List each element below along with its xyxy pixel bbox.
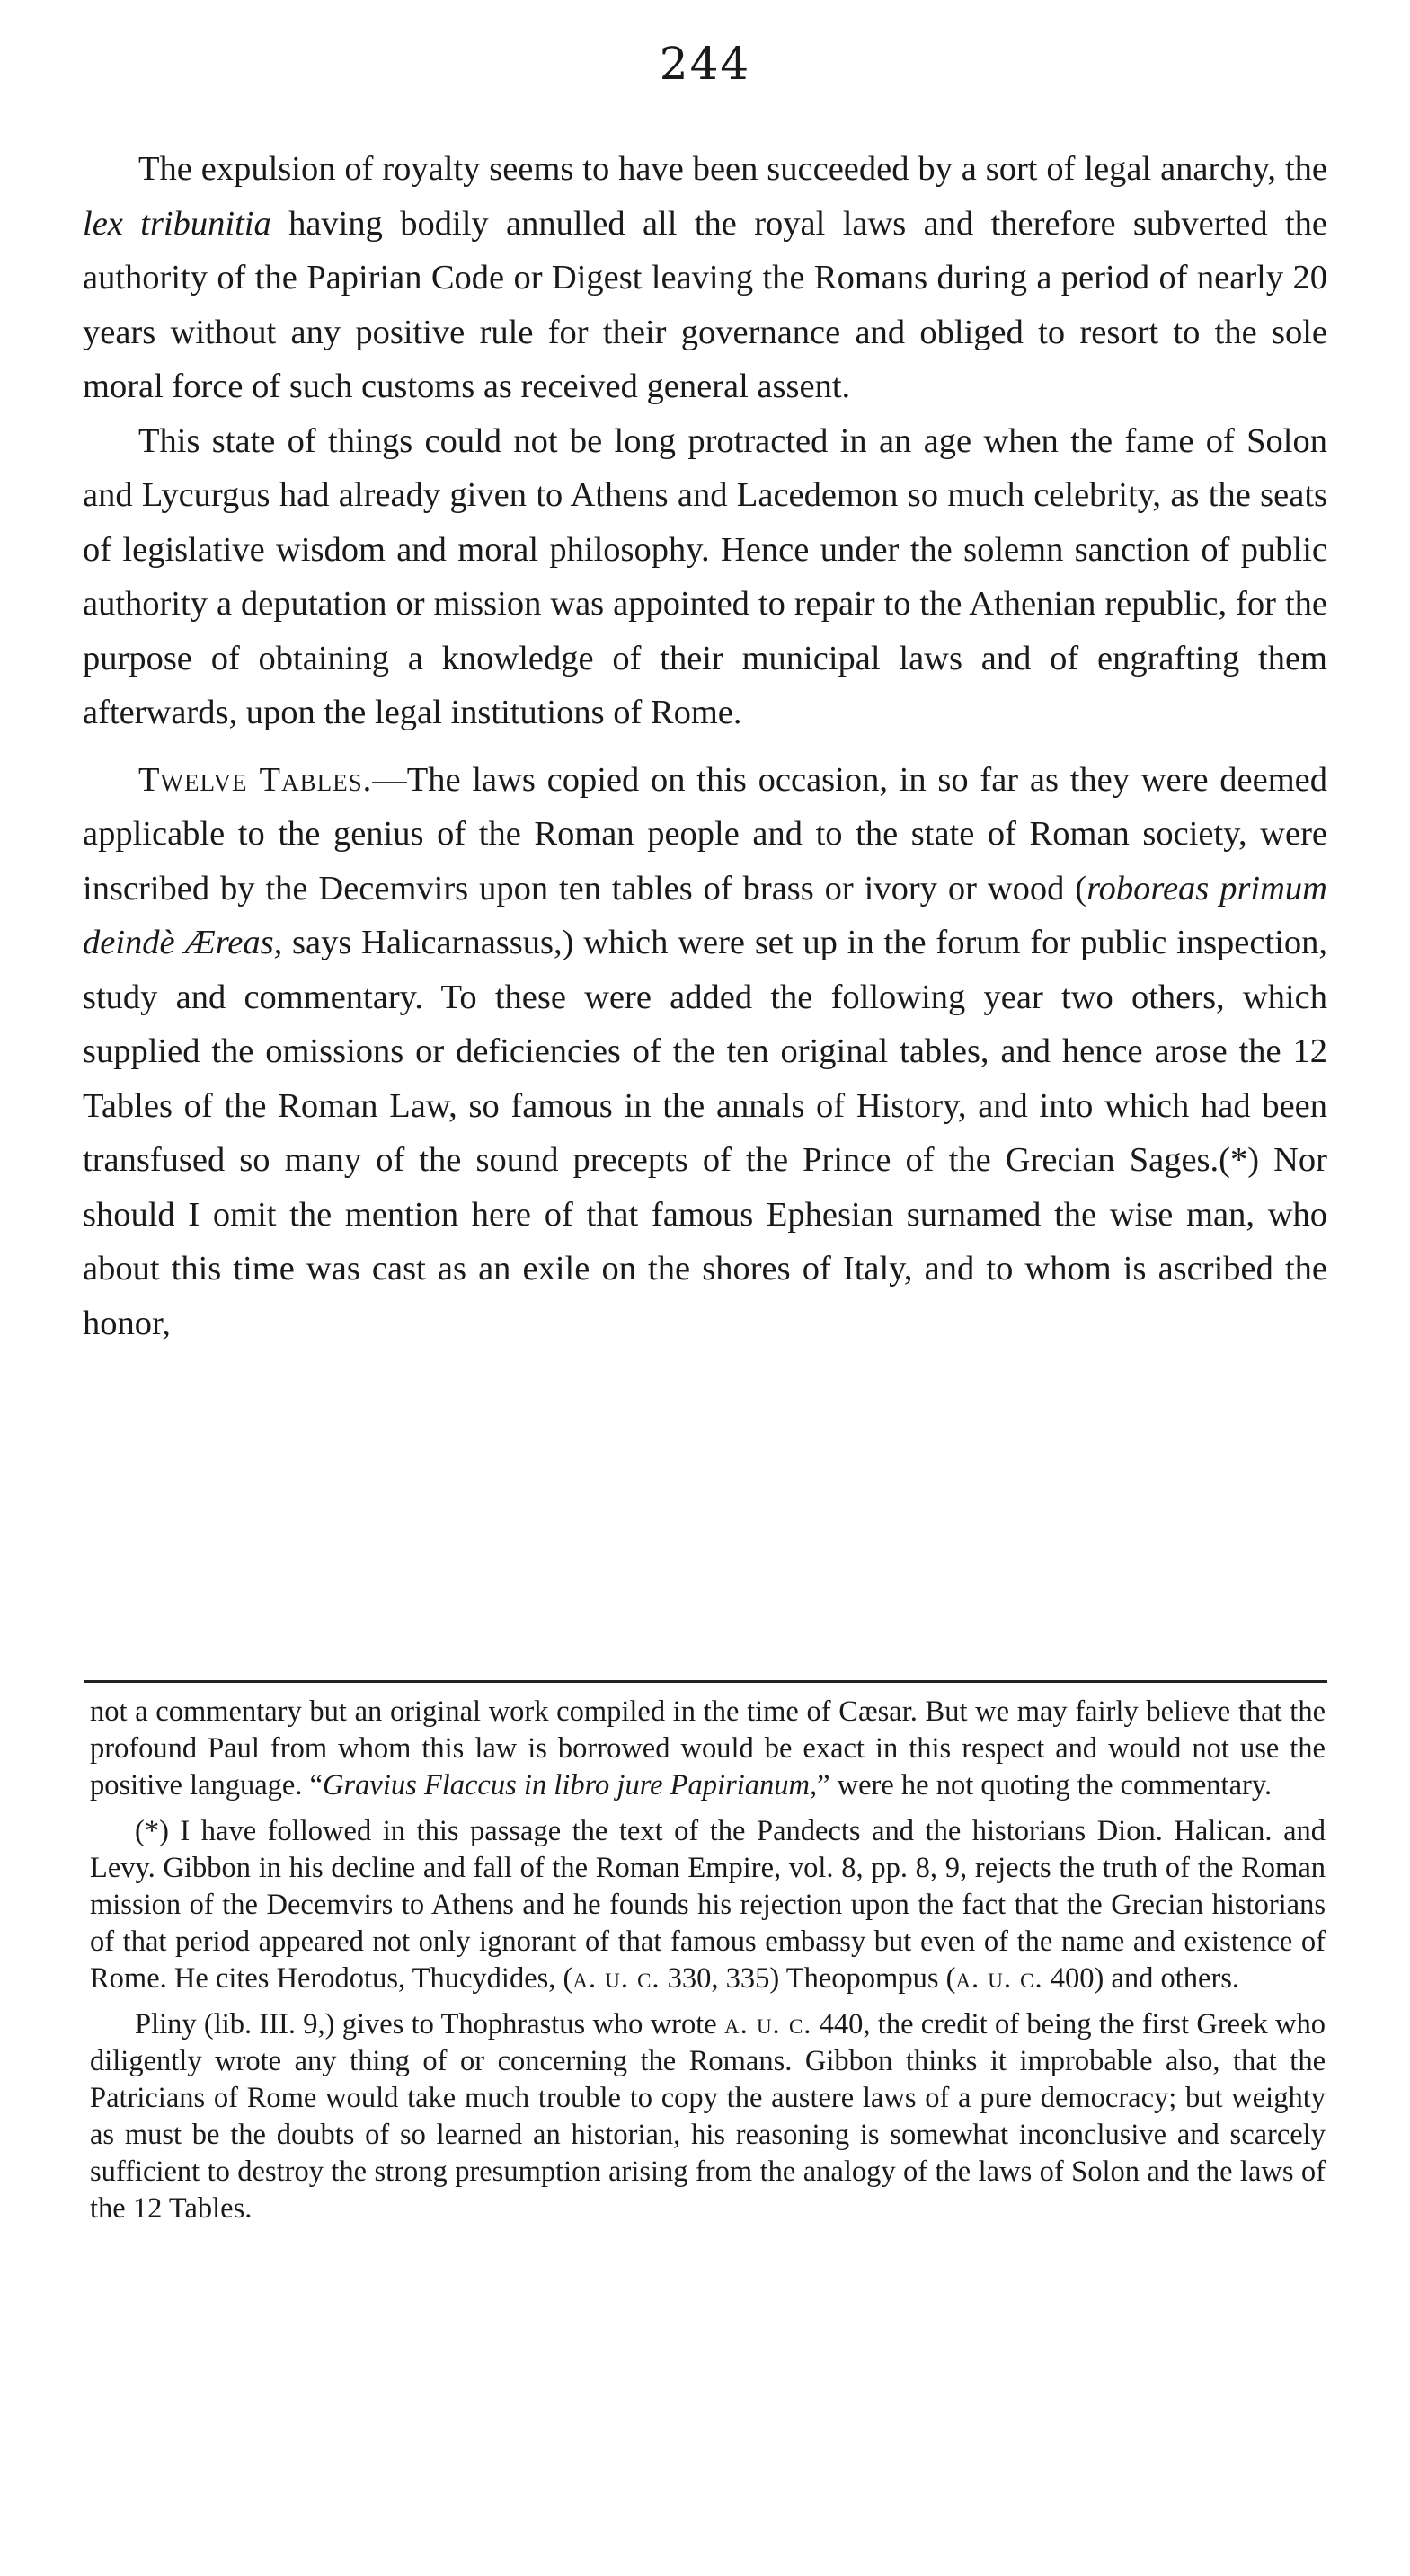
auc-abbrev: a. u. c. — [723, 2008, 812, 2040]
footnote-text: 330, 335) Theopompus ( — [660, 1962, 956, 1995]
paragraph-text: having bodily annulled all the royal laws and therefore subverted the authority of the Papirian Code or Digest leaving the Romans during a period of nearly 20 years without any positive rule for their governance and obliged to resort to the sole moral force of such customs as received general assent. — [83, 204, 1327, 405]
footnote-text: Pliny (lib. III. 9,) gives to Thophrastus who wrote — [135, 2008, 724, 2040]
section-heading: Twelve Tables. — [138, 760, 373, 799]
footnote-pliny — [90, 2006, 1326, 2227]
paragraph-athenian-mission: This state of things could not be long protracted in an age when the fame of Solon and Lycurgus had already given to Athens and Lacedemon so much celebrity, as the seats of legislative wisdom and moral philosophy. Hence under the solemn sanction of public authority a deputation or mission was appointed to repair to the Athenian republic, for the purpose of obtaining a knowledge of their municipal laws and of engrafting them afterwards, upon the legal institutions of Rome. — [83, 421, 1327, 731]
auc-abbrev: a. u. c. — [955, 1962, 1043, 1995]
latin-quote: roboreas primum deindè Æreas, — [83, 869, 1327, 961]
footnote-divider — [84, 1680, 1327, 1683]
footnote-latin: Gravius Flaccus in libro jure Papirianum, — [323, 1769, 818, 1801]
paragraph-twelve-tables — [83, 753, 1327, 1351]
footnotes — [90, 1694, 1326, 2227]
footnote-text: ” were he not quoting the commentary. — [817, 1769, 1273, 1801]
page-number: 244 — [659, 38, 751, 90]
main-text — [83, 142, 1327, 1350]
footnote-text: 400) and others. — [1042, 1962, 1240, 1995]
paragraph-text: The expulsion of royalty seems to have been succeeded by a sort of legal anarchy, the — [138, 150, 1327, 188]
paragraph-text: says Halicarnassus,) which were set up in the forum for public inspection, study and commentary. To these were added the following year two others, which supplied the omissions or deficiencies of the ten original tables, and hence arose the 12 Tables of the Roman Law, so famous in the annals of History, and into which had been transfused so many of the sound precepts of the Prince of the Grecian Sages.(*) Nor should I omit the mention here of that famous Ephesian surnamed the wise man, who about this time was cast as an exile on the shores of Italy, and to whom is ascribed the honor, — [83, 924, 1328, 1342]
footnote-text: (*) I have followed in this passage the text of the Pandects and the historians Dion. Halican. and Levy. Gibbon in his decline and fall of the Roman Empire, vol. 8, pp. 8, 9, rejects the truth of the Roman mission of the Decemvirs to Athens and he founds his rejection upon the fact that the Grecian historians of that period appeared not only ignorant of that famous embassy but even of the name and existence of Rome. He cites Herodotus, Thucydides, ( — [90, 1815, 1326, 1995]
paragraph-text: —The laws copied on this occasion, in so far as they were deemed applicable to the genius of the Roman people and to the state of Roman society, were inscribed by the Decemvirs upon ten tables of brass or ivory or wood ( — [83, 760, 1327, 907]
paragraph-expulsion-of-royalty — [83, 142, 1327, 414]
latin-term: lex tribunitia — [83, 204, 271, 243]
footnote-text: not a commentary but an original work compiled in the time of Cæsar. But we may fairly believe that the profound Paul from whom this law is borrowed would be exact in this respect and would not use the positive language. “ — [90, 1695, 1326, 1801]
footnote-continued — [90, 1694, 1326, 1804]
footnote-text: 440, the credit of being the first Greek who diligently wrote any thing of or concerning the Romans. Gibbon thinks it improbable also, that the Patricians of Rome would take much trouble to copy the austere laws of a pure democracy; but weighty as must be the doubts of so learned an historian, his reasoning is somewhat inconclusive and scarcely sufficient to destroy the strong presumption arising from the analogy of the laws of Solon and the laws of the 12 Tables. — [90, 2008, 1326, 2225]
auc-abbrev: a. u. c. — [572, 1962, 661, 1995]
footnote-gibbon — [90, 1813, 1326, 1997]
